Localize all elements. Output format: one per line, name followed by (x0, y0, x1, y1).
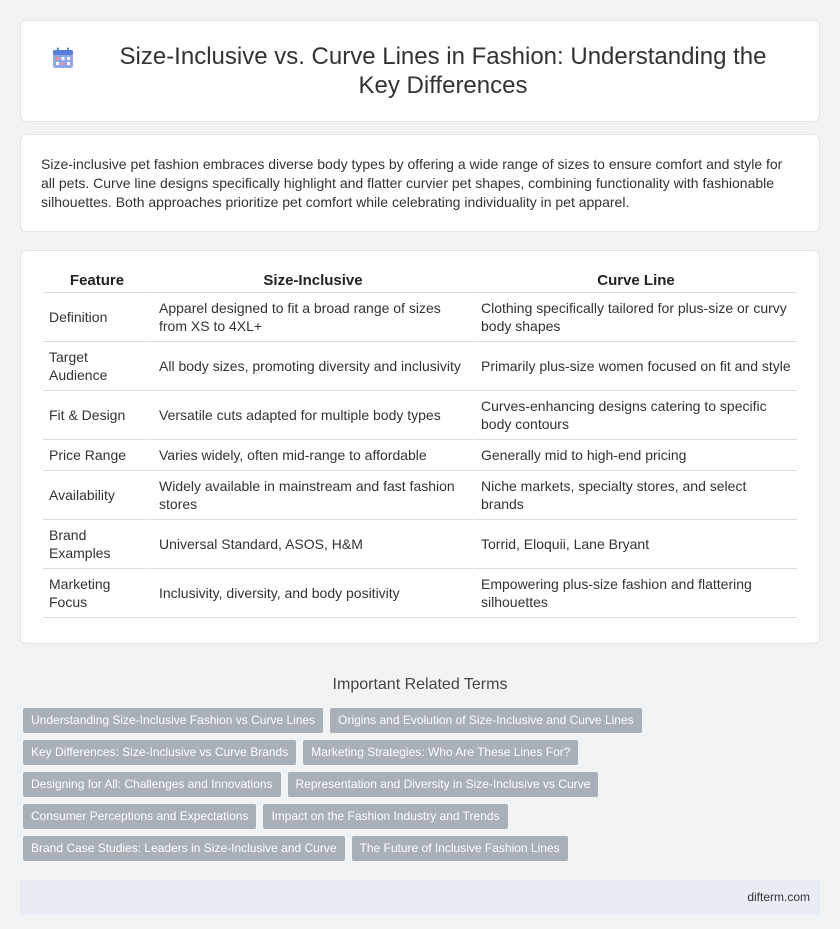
cell-size-inclusive: Inclusivity, diversity, and body positivity (151, 569, 473, 618)
intro-section (20, 134, 820, 232)
page-footer (20, 880, 820, 914)
related-terms-title: Important Related Terms (332, 676, 508, 693)
cell-size-inclusive: All body sizes, promoting diversity and inclusivity (151, 342, 473, 391)
table-row (43, 569, 797, 618)
cell-size-inclusive: Apparel designed to fit a broad range of sizes from XS to 4XL+ (151, 293, 473, 342)
cell-feature: Definition (43, 293, 151, 342)
cell-size-inclusive: Widely available in mainstream and fast fashion stores (151, 471, 473, 520)
cell-curve-line: Niche markets, specialty stores, and select brands (473, 471, 797, 520)
calendar-icon (51, 46, 75, 70)
comparison-table-card (20, 250, 820, 644)
footer-site-name[interactable]: difterm.com (747, 890, 810, 904)
cell-curve-line: Generally mid to high-end pricing (473, 440, 797, 471)
related-term-link[interactable]: Impact on the Fashion Industry and Trends (263, 804, 507, 829)
related-term-link[interactable]: Brand Case Studies: Leaders in Size-Inclusive and Curve (23, 836, 345, 861)
cell-feature: Availability (43, 471, 151, 520)
table-row (43, 391, 797, 440)
related-term-link[interactable]: Origins and Evolution of Size-Inclusive and Curve Lines (330, 708, 642, 733)
cell-curve-line: Torrid, Eloquii, Lane Bryant (473, 520, 797, 569)
page-title: Size-Inclusive vs. Curve Lines in Fashion: Understanding the Key Differences (119, 43, 767, 99)
cell-feature: Marketing Focus (43, 569, 151, 618)
table-row (43, 471, 797, 520)
table-row (43, 440, 797, 471)
cell-curve-line: Empowering plus-size fashion and flattering silhouettes (473, 569, 797, 618)
related-terms-list (20, 708, 820, 861)
header-curve-line: Curve Line (473, 269, 797, 293)
intro-text: Size-inclusive pet fashion embraces diverse body types by offering a wide range of sizes to ensure comfort and style for all pets. Curve line designs specifically highlight and flatter curvier pet shapes, combining functionality with fashionable silhouettes. Both approaches prioritize pet comfort while celebrating individuality in pet apparel. (41, 156, 783, 210)
cell-feature: Brand Examples (43, 520, 151, 569)
related-terms-section (20, 676, 820, 861)
table-row (43, 520, 797, 569)
cell-feature: Price Range (43, 440, 151, 471)
related-term-link[interactable]: Key Differences: Size-Inclusive vs Curve Brands (23, 740, 296, 765)
table-header-row (43, 269, 797, 293)
header-size-inclusive: Size-Inclusive (151, 269, 473, 293)
cell-size-inclusive: Varies widely, often mid-range to affordable (151, 440, 473, 471)
related-term-link[interactable]: Marketing Strategies: Who Are These Lines For? (303, 740, 578, 765)
related-term-link[interactable]: Understanding Size-Inclusive Fashion vs Curve Lines (23, 708, 323, 733)
related-term-link[interactable]: Designing for All: Challenges and Innovations (23, 772, 281, 797)
page-header (20, 20, 820, 122)
cell-curve-line: Primarily plus-size women focused on fit and style (473, 342, 797, 391)
related-term-link[interactable]: Consumer Perceptions and Expectations (23, 804, 256, 829)
cell-curve-line: Curves-enhancing designs catering to specific body contours (473, 391, 797, 440)
related-term-link[interactable]: The Future of Inclusive Fashion Lines (352, 836, 568, 861)
cell-curve-line: Clothing specifically tailored for plus-size or curvy body shapes (473, 293, 797, 342)
table-row (43, 342, 797, 391)
cell-feature: Fit & Design (43, 391, 151, 440)
comparison-table (43, 269, 797, 618)
table-row (43, 293, 797, 342)
cell-size-inclusive: Universal Standard, ASOS, H&M (151, 520, 473, 569)
header-feature: Feature (43, 269, 151, 293)
cell-size-inclusive: Versatile cuts adapted for multiple body types (151, 391, 473, 440)
cell-feature: Target Audience (43, 342, 151, 391)
related-term-link[interactable]: Representation and Diversity in Size-Inclusive vs Curve (288, 772, 599, 797)
